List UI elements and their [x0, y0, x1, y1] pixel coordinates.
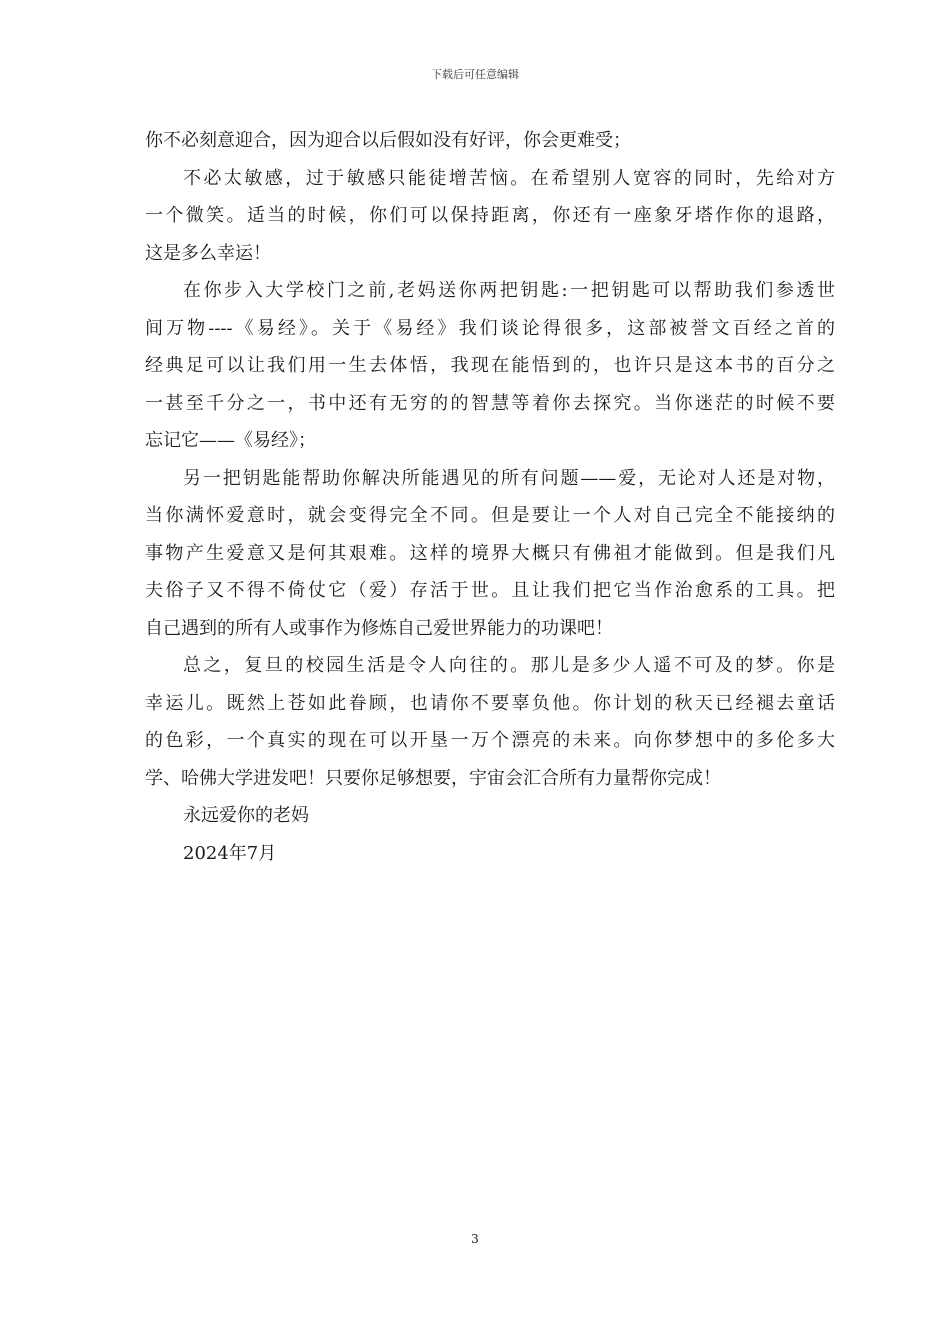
paragraph-line: 自己遇到的所有人或事作为修炼自己爱世界能力的功课吧！: [145, 617, 613, 639]
paragraph-line: 忘记它——《易经》；: [145, 430, 316, 451]
paragraph-line: 当你满怀爱意时，就会变得完全不同。但是要让一个人对自己完全不能接纳的: [145, 505, 835, 526]
paragraph-line: 在你步入大学校门之前,老妈送你两把钥匙:一把钥匙可以帮助我们参透世: [183, 280, 835, 301]
signature-closing: 永远爱你的老妈: [183, 805, 309, 826]
paragraph-line: 另一把钥匙能帮助你解决所能遇见的所有问题——爱，无论对人还是对物，: [183, 467, 835, 489]
paragraph-line: 夫俗子又不得不倚仗它（爱）存活于世。且让我们把它当作治愈系的工具。把: [145, 580, 835, 601]
paragraph-line: 的色彩，一个真实的现在可以开垦一万个漂亮的未来。向你梦想中的多伦多大: [145, 730, 835, 751]
paragraph-line: 一甚至千分之一，书中还有无穷的的智慧等着你去探究。当你迷茫的时候不要: [145, 392, 835, 414]
paragraph-line: 总之，复旦的校园生活是令人向往的。那儿是多少人遥不可及的梦。你是: [183, 655, 835, 676]
paragraph-line: 这是多么幸运！: [145, 242, 271, 264]
paragraph-line: 学、哈佛大学进发吧！只要你足够想要，宇宙会汇合所有力量帮你完成！: [145, 767, 721, 789]
letter-body: [145, 122, 835, 872]
paragraph-line: 经典足可以让我们用一生去体悟，我现在能悟到的，也许只是这本书的百分之: [145, 355, 835, 376]
page-header-note: 下载后可任意编辑: [431, 68, 519, 81]
paragraph-line: 事物产生爱意又是何其艰难。这样的境界大概只有佛祖才能做到。但是我们凡: [145, 542, 835, 564]
paragraph-line: 不必太敏感，过于敏感只能徒增苦恼。在希望别人宽容的同时，先给对方: [183, 167, 835, 189]
paragraph-line: 一个微笑。适当的时候，你们可以保持距离，你还有一座象牙塔作你的退路，: [145, 205, 835, 226]
page-number: 3: [471, 1232, 479, 1246]
paragraph-line: 间万物----《易经》。关于《易经》我们谈论得很多，这部被誉文百经之首的: [145, 317, 835, 339]
signature-date: 2024年7月: [183, 842, 277, 864]
paragraph-line: 你不必刻意迎合，因为迎合以后假如没有好评，你会更难受；: [145, 130, 631, 151]
paragraph-line: 幸运儿。既然上苍如此眷顾，也请你不要辜负他。你计划的秋天已经褪去童话: [145, 692, 835, 714]
